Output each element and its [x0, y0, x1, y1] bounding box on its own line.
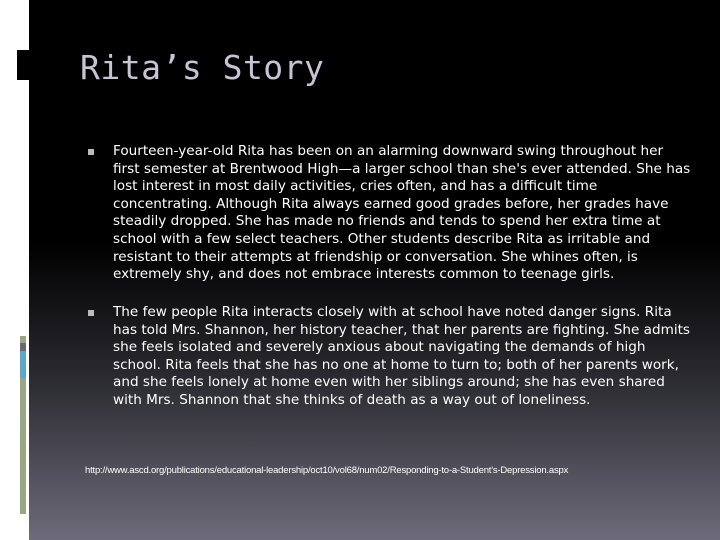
bullet-text-1: Fourteen-year-old Rita has been on an alarming downward swing throughout her first semester at Brentwood High—a larger school than she's ever attended. She has lost interest in most daily activities, cries often, and has a difficult time concentrating. Although Rita always earned good grades before, her grades have steadily dropped. She has made no friends and tends to spend her extra time at school with a few select teachers. Other students describe Rita as irritable and resistant to their attempts at friendship or conversation. She whines often, is extremely shy, and does not embrace interests common to teenage girls. [113, 143, 691, 283]
left-decoration-black-bar [17, 50, 29, 80]
bullet-text-2: The few people Rita interacts closely with at school have noted danger signs. Rita has told Mrs. Shannon, her history teacher, that her parents are fighting. She admits she feels isolated and severely anxious about navigating the demands of high school. Rita feels that she has no one at home to turn to; both of her parents work, and she feels lonely at home even with her siblings around; she has even shared with Mrs. Shannon that she thinks of death as a way out of loneliness. [113, 304, 691, 408]
bullet-icon [88, 149, 94, 155]
left-decoration-blue-bar [20, 351, 26, 378]
slide-title: Rita’s Story [80, 48, 325, 87]
left-decoration-olive-long-bar [20, 378, 26, 514]
source-link[interactable]: http://www.ascd.org/publications/educational-leadership/oct10/vol68/num02/Responding-to-a-Student's-Depression.aspx [85, 465, 569, 476]
bullet-icon [88, 310, 94, 316]
left-decoration-olive-bar [20, 336, 26, 343]
left-decoration-gray-bar [20, 343, 26, 351]
